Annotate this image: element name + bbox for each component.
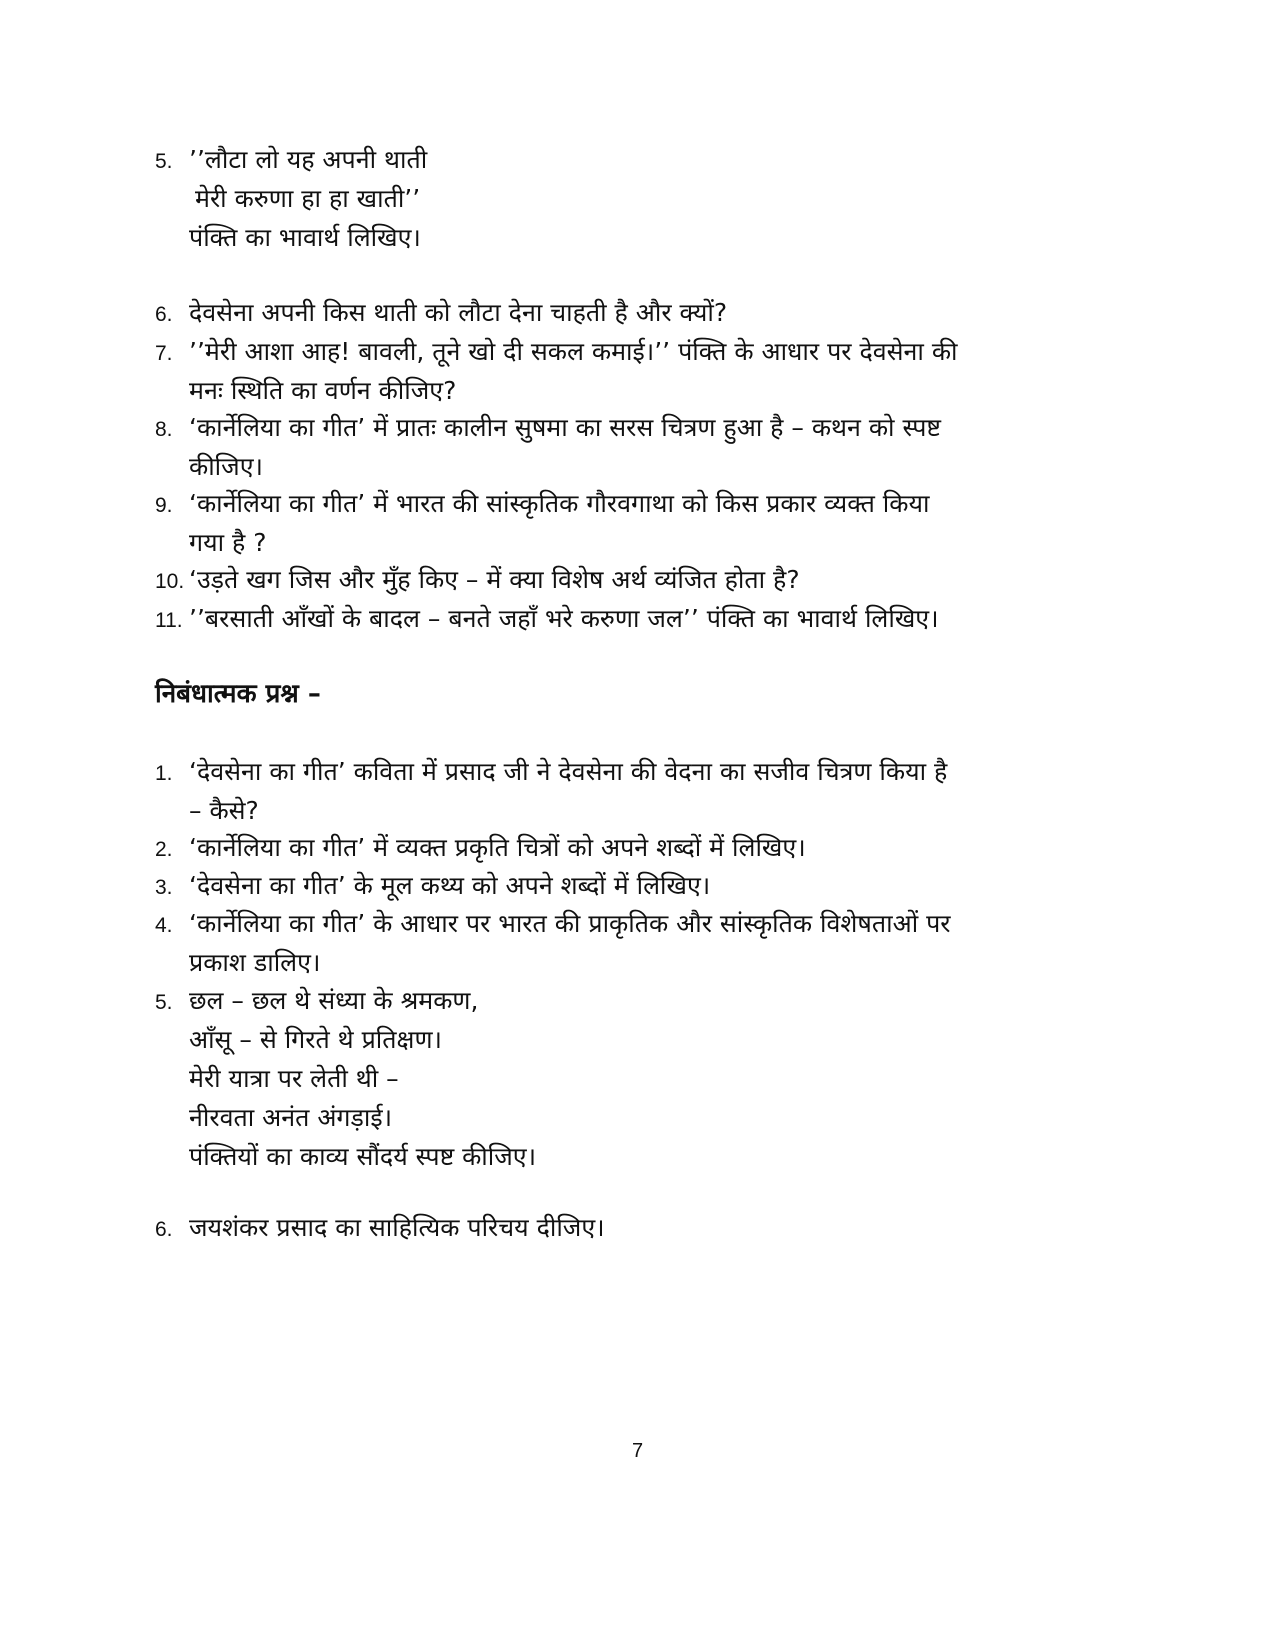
question-line: – कैसे? — [189, 796, 259, 825]
essay-question-1 — [155, 752, 1095, 830]
question-line: नीरवता अनंत अंगड़ाई। — [189, 1103, 393, 1132]
question-9 — [155, 484, 1095, 562]
question-number: 1. — [155, 762, 173, 785]
question-10 — [155, 560, 1095, 601]
question-line: ’’बरसाती आँखों के बादल – बनते जहाँ भरे करुणा जल’’ पंक्ति का भावार्थ लिखिए। — [189, 604, 939, 633]
question-line: ‘कार्नेलिया का गीत’ के आधार पर भारत की प्राकृतिक और सांस्कृतिक विशेषताओं पर — [189, 909, 951, 938]
question-line: गया है ? — [189, 528, 267, 557]
question-line: जयशंकर प्रसाद का साहित्यिक परिचय दीजिए। — [189, 1213, 605, 1242]
question-line: ‘कार्नेलिया का गीत’ में व्यक्त प्रकृति चित्रों को अपने शब्दों में लिखिए। — [189, 833, 806, 862]
question-number: 5. — [155, 150, 173, 173]
question-text — [189, 140, 1095, 257]
question-text — [189, 904, 1095, 982]
question-line: ‘कार्नेलिया का गीत’ में भारत की सांस्कृतिक गौरवगाथा को किस प्रकार व्यक्त किया — [189, 489, 930, 518]
essay-question-2 — [155, 828, 1095, 869]
essay-section-heading: निबंधात्मक प्रश्न – — [155, 679, 321, 709]
question-text — [189, 828, 1095, 869]
question-number: 3. — [155, 876, 173, 899]
question-line: मनः स्थिति का वर्णन कीजिए? — [189, 376, 457, 405]
question-number: 5. — [155, 991, 173, 1014]
question-line: ‘उड़ते खग जिस और मुँह किए – में क्या विशेष अर्थ व्यंजित होता है? — [189, 565, 800, 594]
question-number: 8. — [155, 418, 173, 441]
question-8 — [155, 408, 1095, 486]
question-text — [189, 332, 1095, 410]
essay-question-6 — [155, 1208, 1095, 1249]
question-line: पंक्तियों का काव्य सौंदर्य स्पष्ट कीजिए। — [189, 1142, 537, 1171]
question-line: देवसेना अपनी किस थाती को लौटा देना चाहती है और क्यों? — [189, 298, 728, 327]
question-text — [189, 981, 1095, 1176]
question-text — [189, 293, 1095, 334]
question-6 — [155, 293, 1095, 334]
question-line: ’’लौटा लो यह अपनी थाती — [189, 145, 428, 174]
essay-question-5 — [155, 981, 1095, 1176]
question-line: मेरी यात्रा पर लेती थी – — [189, 1064, 399, 1093]
question-text — [189, 484, 1095, 562]
question-5 — [155, 140, 1095, 257]
question-7 — [155, 332, 1095, 410]
question-line: ‘देवसेना का गीत’ कविता में प्रसाद जी ने देवसेना की वेदना का सजीव चित्रण किया है — [189, 757, 948, 786]
question-11 — [155, 599, 1095, 640]
question-line: कीजिए। — [189, 452, 264, 481]
page-number: 7 — [631, 1440, 644, 1462]
question-text — [189, 1208, 1095, 1249]
question-text — [189, 560, 1095, 601]
question-text — [189, 866, 1095, 907]
question-number: 6. — [155, 303, 173, 326]
question-number: 6. — [155, 1218, 173, 1241]
question-number: 11. — [155, 609, 183, 632]
question-text — [189, 408, 1095, 486]
question-line: प्रकाश डालिए। — [189, 948, 321, 977]
question-number: 10. — [155, 570, 185, 593]
question-line: ‘देवसेना का गीत’ के मूल कथ्य को अपने शब्दों में लिखिए। — [189, 871, 711, 900]
question-line: पंक्ति का भावार्थ लिखिए। — [189, 223, 421, 252]
question-number: 9. — [155, 494, 173, 517]
question-text — [189, 752, 1095, 830]
question-line: ‘कार्नेलिया का गीत’ में प्रातः कालीन सुषमा का सरस चित्रण हुआ है – कथन को स्पष्ट — [189, 413, 941, 442]
question-text — [189, 599, 1095, 640]
question-line: मेरी करुणा हा हा खाती’’ — [195, 184, 421, 213]
question-number: 7. — [155, 342, 173, 365]
essay-question-3 — [155, 866, 1095, 907]
essay-question-4 — [155, 904, 1095, 982]
question-line: छल – छल थे संध्या के श्रमकण, — [189, 986, 479, 1015]
question-number: 4. — [155, 914, 173, 937]
question-line: आँसू – से गिरते थे प्रतिक्षण। — [189, 1025, 443, 1054]
question-number: 2. — [155, 838, 173, 861]
question-line: ’’मेरी आशा आह! बावली, तूने खो दी सकल कमाई।’’ पंक्ति के आधार पर देवसेना की — [189, 337, 958, 366]
